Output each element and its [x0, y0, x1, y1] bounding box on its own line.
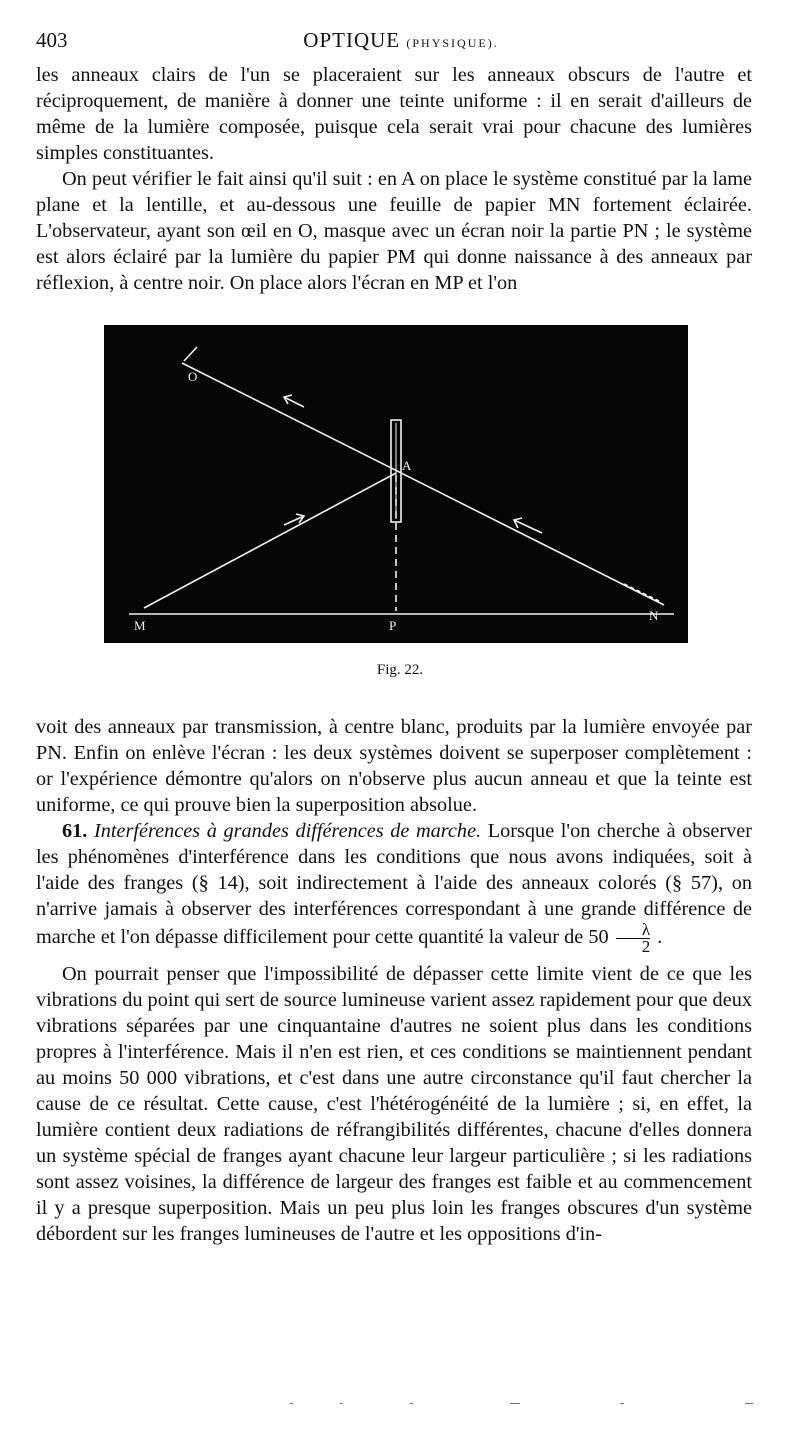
fraction-lambda-over-2	[616, 922, 651, 955]
figure-diagram	[104, 325, 688, 643]
page-number: 403	[36, 28, 68, 52]
running-title-main: OPTIQUE	[303, 28, 401, 52]
label-n: N	[649, 608, 659, 623]
fraction-denominator: 2	[616, 938, 651, 955]
fraction-numerator: λ	[641, 920, 651, 939]
figure-caption: Fig. 22.	[376, 662, 424, 678]
label-m: M	[134, 618, 146, 633]
paragraph: On pourrait penser que l'impossibilité de dépasser cette limite vient de ce que les vibrations du point qui sert de source lumineuse varient assez rapidement pour que deux vibrations séparées par une cinquantaine d'autres ne soient plus dans les conditions propres à l'interférence. Mais il n'en est rien, et ces conditions se maintiennent pendant au moins 50 000 vibrations, et c'est dans une autre circonstance qu'il faut chercher la cause de ce résultat. Cette cause, c'est l'hétérogénéité de la lumière ; si, en effet, la lumière contient deux radiations de réfrangibilités différentes, chacune d'elles donnera un système spécial de franges ayant chacune leur largeur particulière ; si les radiations sont assez voisines, la différence de largeur des franges est faible et au commencement il y a presque superposition. Mais un peu plus loin les franges obscures d'un système débordent sur les franges lumineuses de l'autre et les oppositions d'in-	[36, 963, 752, 1245]
section-number: 61.	[62, 820, 88, 842]
ray-n-to-eye	[182, 363, 664, 605]
paragraph: voit des anneaux par transmission, à centre blanc, produits par la lumière envoyée par PN. Enfin on enlève l'écran : les deux systèmes doivent se superposer complètement : or l'expérience démontre qu'alors on n'observe plus aucun anneau et que la teinte est uniforme, ce qui prouve bien la superposition absolue.	[36, 716, 752, 816]
label-a: A	[402, 458, 412, 473]
section-61	[36, 818, 752, 955]
text-bottom	[36, 714, 752, 1247]
section-title: Interférences à grandes différences de marche.	[93, 820, 482, 842]
paragraph: les anneaux clairs de l'un se placeraient sur les anneaux obscurs de l'autre et réciproquement, de manière à donner une teinte uniforme : il en serait d'ailleurs de même de la lumière composée, puisque cela serait vrai pour chacune des lumières simples constituantes.	[36, 64, 752, 164]
figure-22	[104, 325, 688, 643]
eye-marker	[184, 347, 197, 361]
section-text: Lorsque l'on cherche à observer les phénomènes d'interférence dans les conditions que nous avons indiquées, soit à l'aide des franges (§ 14), soit indirectement à l'aide des anneaux colorés (§ 57), on n'arrive jamais à observer des interférences correspondant à une grande différence de marche et l'on dépasse difficilement pour cette quantité la valeur de 50	[36, 820, 752, 949]
label-p: P	[389, 618, 397, 633]
fraction-trailing: .	[652, 926, 663, 949]
paragraph: On peut vérifier le fait ainsi qu'il suit : en A on place le système constitué par la lame plane et la lentille, et au-dessous une feuille de papier MN fortement éclairée. L'observateur, ayant son œil en O, masque avec un écran noir la partie PN ; le système est alors éclairé par la lumière du papier PM qui donne naissance à des anneaux par réflexion, à centre noir. On place alors l'écran en MP et l'on	[36, 168, 752, 294]
running-title	[36, 28, 766, 53]
footer-specks	[280, 1400, 760, 1408]
text-top	[36, 62, 752, 296]
label-o: O	[188, 369, 198, 384]
running-title-sub: (PHYSIQUE).	[406, 36, 499, 50]
ray-m-to-a	[144, 473, 396, 608]
page-header	[36, 28, 766, 56]
